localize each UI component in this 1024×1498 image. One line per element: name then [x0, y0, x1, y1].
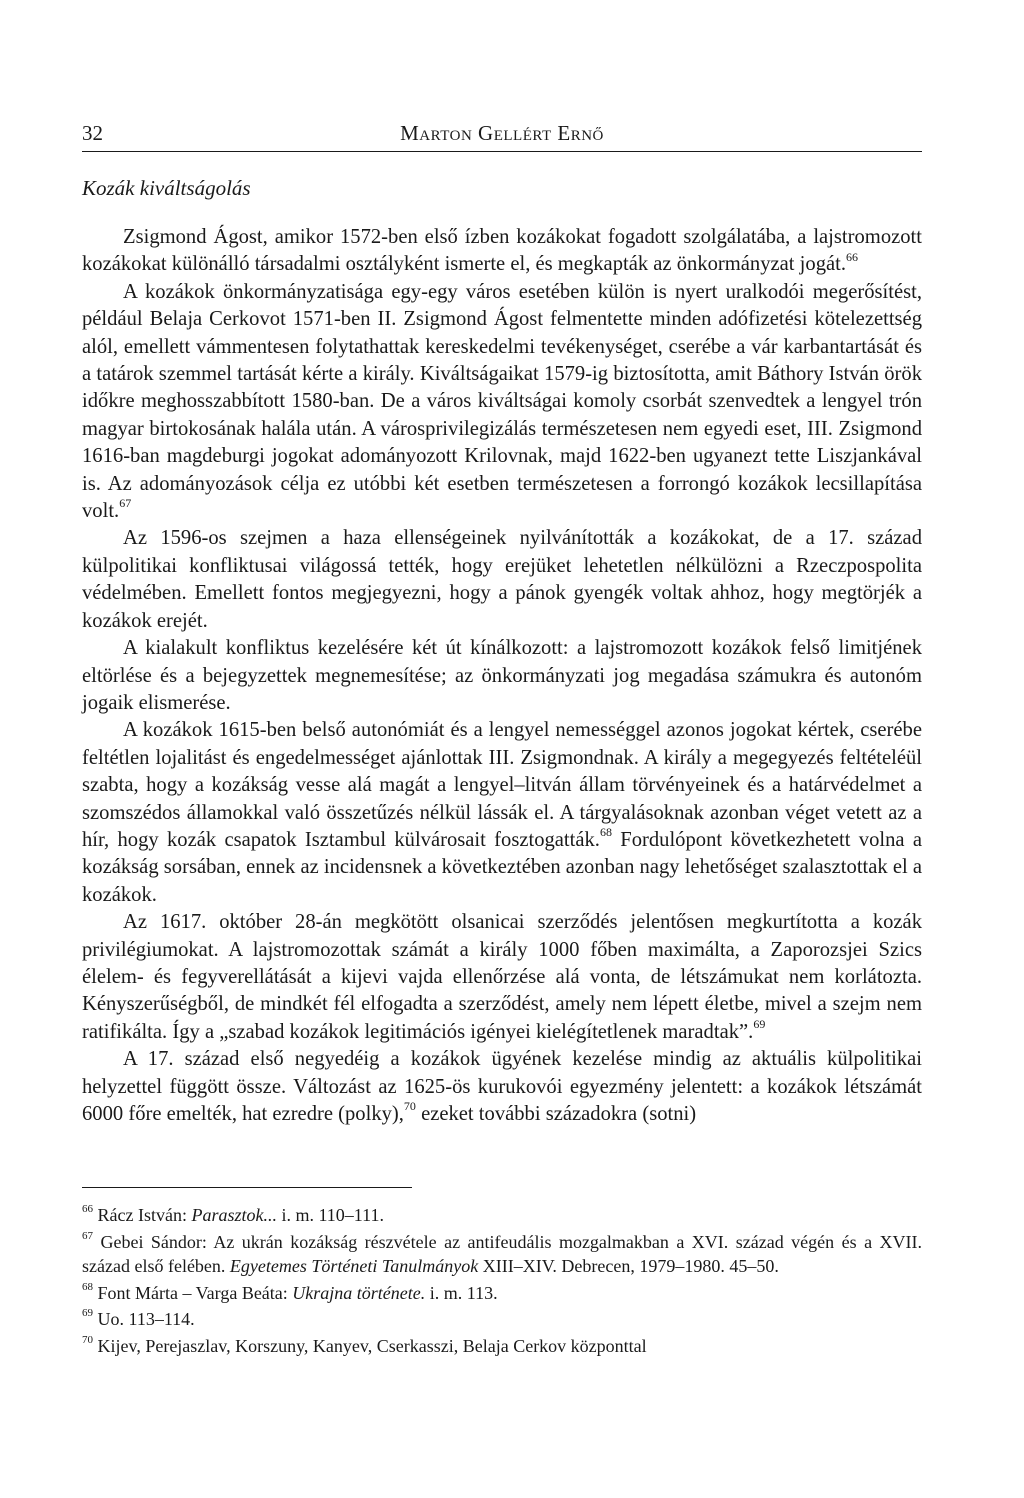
- paragraph: A kialakult konfliktus kezelésére két út kínálkozott: a lajstromozott kozákok felső limitjének eltörlése és a bejegyzettek megnemesítése; az önkormányzati jog megadása számukra és autonóm jogaik elismerése.: [82, 637, 922, 714]
- footnote: $^{68}$ Font Márta – Varga Beáta: Ukrajna története. i. m. 113.: [82, 1280, 498, 1303]
- section-title: Kozák kiváltságolás: [82, 176, 251, 200]
- footnote-ref[interactable]: 68: [599, 825, 612, 840]
- paragraph: A kozákok önkormányzatisága egy-egy város esetében külön is nyert uralkodói megerősítést, például Belaja Cerkovot 1571-ben II. Zsigmond Ágost felmentette minden adófizetési kötelezettség alól, emellett vámmentesen folytathattak kereskedelmi tevékenységet, cserébe a vár karbantartását és a tatárok szemmel tartását kérte a király. Kiváltságaikat 1579-ig biztosította, amit Báthory István örök időkre meghosszabbított 1580-ban. De a város kiváltságai komoly csorbát szenvedtek a lengyel trón magyar birtokosának halála után. A városprivilegizálás természetesen nem egyedi eset, III. Zsigmond 1616-ban magdeburgi jogokat adományozott Krilovnak, majd 1622-ben ugyanezt tette Liszjankával is. Az adományozások célja ez utóbbi két esetben természetesen a forrongó kozákok lecsillapítása volt.$^{67}$: [82, 280, 922, 523]
- footnote-number: 66: [82, 1203, 93, 1215]
- footnote-number: 69: [82, 1307, 93, 1319]
- paragraph: Az 1596-os szejmen a haza ellenségeinek nyilvánították a kozákokat, de a 17. század külpolitikai konfliktusai világossá tették, hogy erejüket lehetetlen nélkülözni a Rzeczpospolita védelmében. Emellett fontos megjegyezni, hogy a pánok gyengék voltak ahhoz, hogy megtörjék a kozákok erejét.: [82, 527, 922, 632]
- footnote-number: 70: [82, 1333, 93, 1346]
- footnote-number: 68: [82, 1280, 93, 1293]
- paragraph: A 17. század első negyedéig a kozákok ügyének kezelése mindig az aktuális külpolitikai helyzettel függött össze. Változást az 1625-ös kurukovói egyezmény jelentett: a kozákok létszámát 6000 főre emelték, hat ezredre (polky),$^{70}$ ezeket további századokra (sotni): [82, 1048, 922, 1125]
- footnote: $^{66}$ Rácz István: Parasztok... i. m. 110–111.: [82, 1203, 384, 1225]
- running-head-author: Marton Gellért Ernő: [400, 121, 604, 145]
- footnotes: [82, 1203, 922, 1360]
- footnote: $^{69}$ Uo. 113–114.: [82, 1307, 195, 1329]
- footnote-ref[interactable]: 66: [846, 249, 858, 264]
- body-text: [82, 224, 922, 1128]
- footnote: $^{70}$ Kijev, Perejaszlav, Korszuny, Kanyev, Cserkasszi, Belaja Cerkov központtal: [82, 1333, 647, 1356]
- paragraph: Zsigmond Ágost, amikor 1572-ben első ízben kozákokat fogadott szolgálatába, a lajstromozott kozákokat különálló társadalmi osztályként ismerte el, és megkapták az önkormányzat jogát.$^{66}$: [82, 226, 922, 276]
- page-number: 32: [82, 121, 103, 145]
- footnote: $^{67}$ Gebei Sándor: Az ukrán kozákság részvétele az antifeudális mozgalmakban a XVI. század végén és a XVII. század első felében. Egyetemes Történeti Tanulmányok XIII–XIV. Debrecen, 1979–1980. 45–50.: [82, 1229, 922, 1276]
- paragraph: A kozákok 1615-ben belső autonómiát és a lengyel nemességgel azonos jogokat kértek, cserébe feltétlen lojalitást és engedelmességet ajánlottak III. Zsigmondnak. A király a megegyezés feltételéül szabta, hogy a kozákság vesse alá magát a lengyel–litván állam törvényeinek és a határvédelmet a szomszédos államokkal való összetűzés nélkül lássák el. A tárgyalásoknak azonban véget vetett az a hír, hogy kozák csapatok Isztambul külvárosait fosztogatták.$^{68}$ Fordulópont következhetett volna a kozákság sorsában, ennek az incidensnek a következtében azonban nagy lehetőséget szalasztottak el a kozákok.: [82, 719, 922, 906]
- running-header: [82, 121, 922, 152]
- footnote-ref[interactable]: 69: [753, 1016, 766, 1031]
- footnote-ref[interactable]: 70: [403, 1099, 416, 1114]
- footnote-divider: [82, 1187, 412, 1188]
- footnote-ref[interactable]: 67: [119, 496, 132, 511]
- paragraph: Az 1617. október 28-án megkötött olsanicai szerződés jelentősen megkurtította a kozák privilégiumokat. A lajstromozottak számát a király 1000 főben maximálta, a Zaporozsjei Szics élelem- és fegyverellátását a kijevi vajda ellenőrzése alá vonta, de létszámukat nem korlátozta. Kényszerűségből, de mindkét fél elfogadta a szerződést, amely nem lépett életbe, mivel a szejm nem ratifikálta. Így a „szabad kozákok legitimációs igényei kielégítetlenek maradtak”.$^{69}$: [82, 911, 922, 1043]
- footnote-number: 67: [82, 1229, 93, 1242]
